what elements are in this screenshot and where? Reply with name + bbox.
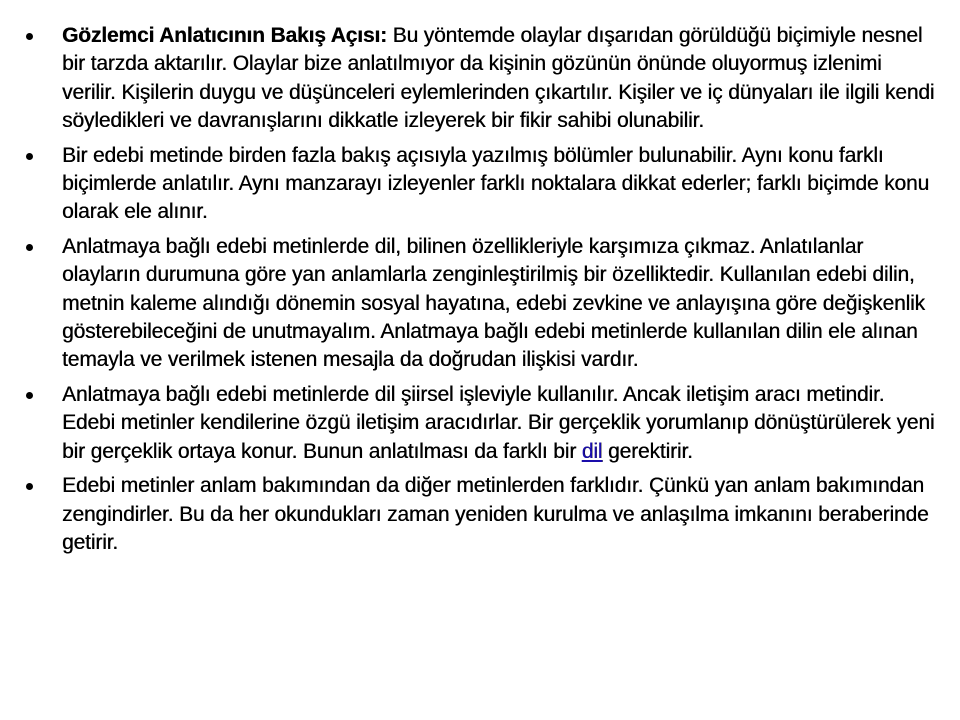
bullet-dot-icon <box>26 153 33 160</box>
bullet-item-4 <box>24 381 939 466</box>
bullet-item-2 <box>24 142 939 227</box>
bullet-text-before-link: Anlatmaya bağlı edebi metinlerde dil şiirsel işleviyle kullanılır. Ancak iletişim aracı metindir. Edebi metinler kendilerine özgü iletişim aracıdırlar. Bir gerçeklik yorumlanıp dönüştürülerek yeni bir gerçeklik ortaya konur. Bunun anlatılması da farklı bir <box>62 382 935 463</box>
bullet-dot-icon <box>26 244 33 251</box>
bullet-item-1 <box>24 22 939 136</box>
bullet-dot-icon <box>26 392 33 399</box>
bullet-dot-icon <box>26 483 33 490</box>
bullet-list <box>24 22 939 563</box>
bullet-text: Bu yöntemde olaylar dışarıdan görüldüğü biçimiyle nesnel bir tarzda aktarılır. Olaylar bize anlatılmıyor da kişinin gözünün önünde oluyormuş izlenimi verilir. Kişilerin duygu ve düşünceleri eylemlerinden çıkartılır. Kişiler ve iç dünyaları ile ilgili kendi söyledikleri ve davranışlarını dikkatle izleyerek bir fikir sahibi olunabilir. <box>62 24 935 133</box>
dil-link[interactable]: dil <box>581 439 603 463</box>
bullet-text-after-link: gerektirir. <box>602 439 693 463</box>
bullet-item-3 <box>24 233 939 375</box>
bullet-text: Edebi metinler anlam bakımından da diğer metinlerden farklıdır. Çünkü yan anlam bakımından zengindirler. Bu da her okundukları zaman yeniden kurulma ve anlaşılma imkanını beraberinde getirir. <box>62 474 929 554</box>
bullet-text: Anlatmaya bağlı edebi metinlerde dil, bilinen özellikleriyle karşımıza çıkmaz. Anlatılanlar olayların durumuna göre yan anlamlarla zenginleştirilmiş bir özelliktedir. Kullanılan edebi dilin, metnin kaleme alındığı dönemin sosyal hayatına, edebi zevkine ve anlayışına göre değişkenlik gösterebileceğini de unutmayalım. Anlatmaya bağlı edebi metinlerde kullanılan dilin ele alınan temayla ve verilmek istenen mesajla da doğrudan ilişkisi vardır. <box>62 234 925 372</box>
bullet-lead-heading: Gözlemci Anlatıcının Bakış Açısı: <box>62 24 387 47</box>
bullet-text: Bir edebi metinde birden fazla bakış açısıyla yazılmış bölümler bulunabilir. Aynı konu farklı biçimlerde anlatılır. Aynı manzarayı izleyenler farklı noktalara dikkat ederler; farklı biçimde konu olarak ele alınır. <box>62 143 930 224</box>
bullet-item-5 <box>24 472 939 557</box>
bullet-dot-icon <box>26 33 33 40</box>
